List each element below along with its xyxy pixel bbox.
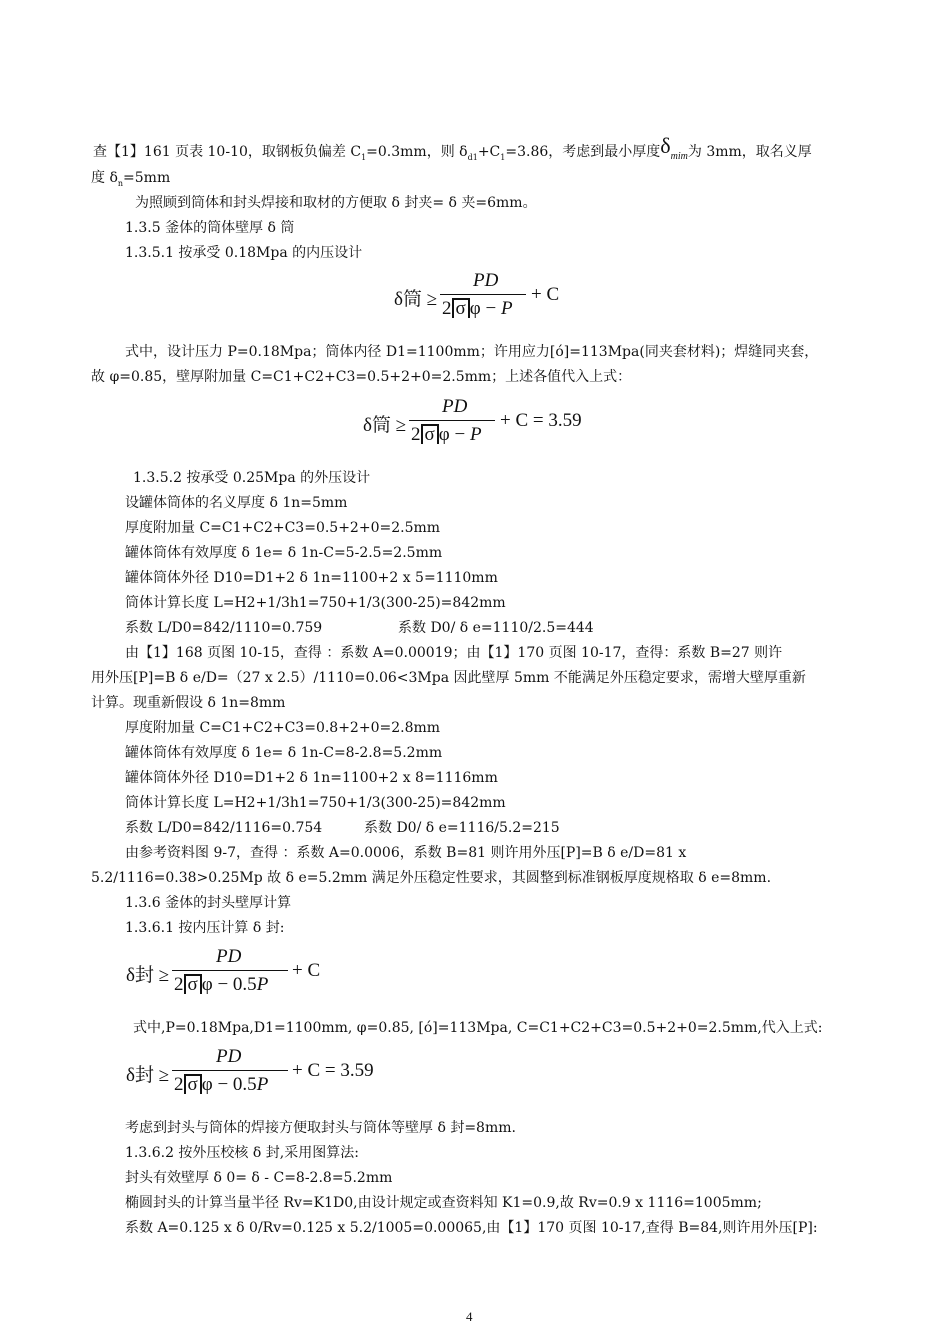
equation-numerator: PD <box>473 270 499 291</box>
subscript-n: n <box>117 179 124 188</box>
subscript-mim: mim <box>670 151 688 162</box>
text-line-27: 式中,P=0.18Mpa,D1=1100mm, φ=0.85, [ó]=113Mpa, C=C1+C2+C3=0.5+2+0=2.5mm,代入上式: <box>133 1020 823 1036</box>
text-line-32: 系数 A=0.125 x δ 0/Rv=0.125 x 5.2/1005=0.00065,由【1】170 页图 10-17,查得 B=84,则许用外压[P]: <box>125 1220 818 1236</box>
line-1-part-b: =0.3mm，则 δ <box>366 144 468 160</box>
subscript-1: 1 <box>361 153 367 162</box>
equation-denominator <box>411 424 482 446</box>
equation-denominator <box>174 1074 268 1096</box>
den-variable: P <box>469 424 482 445</box>
line-1-part-c: +C <box>477 144 501 160</box>
section-heading-1-3-5-1: 1.3.5.1 按承受 0.18Mpa 的内压设计 <box>125 245 363 261</box>
den-coefficient: 2 <box>174 1074 184 1095</box>
text-line-20: 罐体筒体外径 D10=D1+2 δ 1n=1100+2 x 8=1116mm <box>125 770 498 786</box>
sigma-bracket: σ <box>184 1074 202 1094</box>
line-1-part-a: 查【1】161 页表 10-10，取钢板负偏差 C <box>93 144 362 160</box>
sigma-bracket: σ <box>421 424 439 444</box>
line-1-part-d: =3.86，考虑到最小厚度 <box>505 144 661 160</box>
section-heading-1-3-6-2: 1.3.6.2 按外压校核 δ 封,采用图算法: <box>125 1145 359 1161</box>
text-line-14b: 系数 D0/ δ e=1110/2.5=444 <box>398 620 594 636</box>
text-line-15: 由【1】168 页图 10-15，查得 ：系数 A=0.00019；由【1】170 页图 10-17，查得：系数 B=27 则许 <box>125 645 783 661</box>
text-line-13: 筒体计算长度 L=H2+1/3h1=750+1/3(300-25)=842mm <box>125 595 506 611</box>
text-line-22b: 系数 D0/ δ e=1116/5.2=215 <box>364 820 560 836</box>
equation-denominator <box>174 974 268 996</box>
den-terms: φ − <box>469 298 501 319</box>
equation-denominator <box>442 298 513 320</box>
text-line-18: 厚度附加量 C=C1+C2+C3=0.8+2+0=2.8mm <box>125 720 441 736</box>
equation-lhs: δ筒 ≥ <box>363 415 407 436</box>
text-line-16: 用外压[P]=B δ e/D=（27 x 2.5）/1110=0.06<3Mpa 因此壁厚 5mm 不能满足外压稳定要求，需增大壁厚重新 <box>91 670 806 686</box>
equation-lhs: δ封 ≥ <box>126 1065 170 1086</box>
equation-numerator: PD <box>216 946 242 967</box>
den-variable: P <box>256 1074 269 1095</box>
den-terms: φ − 0.5 <box>201 1074 257 1095</box>
equation-head-inner-result <box>126 1046 386 1102</box>
fraction-bar <box>409 420 495 421</box>
den-variable: P <box>256 974 269 995</box>
equation-rhs: + C <box>531 284 560 305</box>
text-line-7: 故 φ=0.85，壁厚附加量 C=C1+C2+C3=0.5+2+0=2.5mm；上述各值代入上式： <box>91 369 632 385</box>
den-terms: φ − 0.5 <box>201 974 257 995</box>
sigma-bracket: σ <box>184 974 202 994</box>
text-line-28: 考虑到封头与筒体的焊接方便取封头与筒体等壁厚 δ 封=8mm. <box>125 1120 516 1136</box>
text-line-6: 式中，设计压力 P=0.18Mpa；筒体内径 D1=1100mm；许用应力[ó]=113Mpa(同夹套材料)；焊缝同夹套， <box>125 344 819 360</box>
text-line-14a: 系数 L/D0=842/1110=0.759 <box>125 620 323 636</box>
equation-lhs: δ封 ≥ <box>126 965 170 986</box>
den-coefficient: 2 <box>442 298 452 319</box>
text-line-9: 设罐体筒体的名义厚度 δ 1n=5mm <box>125 495 348 511</box>
subscript-d1: d1 <box>467 153 478 162</box>
text-line-2 <box>91 170 170 192</box>
page-number: 4 <box>466 1309 473 1324</box>
subscript-1b: 1 <box>500 153 506 162</box>
equation-rhs: + C <box>292 960 321 981</box>
section-heading-1-3-5-2: 1.3.5.2 按承受 0.25Mpa 的外压设计 <box>133 470 371 486</box>
equation-inner-pressure <box>394 270 574 326</box>
section-heading-1-3-5: 1.3.5 釜体的筒体壁厚 δ 筒 <box>125 220 295 236</box>
text-line-11: 罐体筒体有效厚度 δ 1e= δ 1n-C=5-2.5=2.5mm <box>125 545 443 561</box>
fraction-bar <box>172 970 288 971</box>
text-line-12: 罐体筒体外径 D10=D1+2 δ 1n=1100+2 x 5=1110mm <box>125 570 498 586</box>
delta-symbol: δ <box>660 133 671 158</box>
text-line-1 <box>93 133 812 166</box>
equation-lhs: δ筒 ≥ <box>394 289 438 310</box>
equation-inner-pressure-result <box>363 396 603 452</box>
text-line-23: 由参考资料图 9-7，查得 ：系数 A=0.0006，系数 B=81 则许用外压[P]=B δ e/D=81 x <box>125 845 687 861</box>
equation-numerator: PD <box>216 1046 242 1067</box>
fraction-bar <box>440 294 526 295</box>
line-2-part-a: 度 δ <box>91 170 118 186</box>
text-line-21: 筒体计算长度 L=H2+1/3h1=750+1/3(300-25)=842mm <box>125 795 506 811</box>
den-coefficient: 2 <box>174 974 184 995</box>
equation-rhs: + C = 3.59 <box>292 1060 374 1081</box>
text-line-30: 封头有效壁厚 δ 0= δ - C=8-2.8=5.2mm <box>125 1170 393 1186</box>
equation-numerator: PD <box>442 396 468 417</box>
fraction-bar <box>172 1070 288 1071</box>
text-line-31: 椭圆封头的计算当量半径 Rv=K1D0,由设计规定或查资料知 K1=0.9,故 Rv=0.9 x 1116=1005mm; <box>125 1195 762 1211</box>
text-line-19: 罐体筒体有效厚度 δ 1e= δ 1n-C=8-2.8=5.2mm <box>125 745 443 761</box>
den-coefficient: 2 <box>411 424 421 445</box>
text-line-22a: 系数 L/D0=842/1116=0.754 <box>125 820 323 836</box>
den-variable: P <box>500 298 513 319</box>
equation-head-inner <box>126 946 326 1002</box>
line-1-part-g: 为 3mm，取名义厚 <box>687 144 812 160</box>
section-heading-1-3-6: 1.3.6 釜体的封头壁厚计算 <box>125 895 292 911</box>
text-line-3: 为照顾到筒体和封头焊接和取材的方便取 δ 封夹= δ 夹=6mm。 <box>135 195 537 211</box>
equation-rhs: + C = 3.59 <box>500 410 582 431</box>
text-line-24: 5.2/1116=0.38>0.25Mp 故 δ e=5.2mm 满足外压稳定性要求，其圆整到标准钢板厚度规格取 δ e=8mm. <box>91 870 772 886</box>
section-heading-1-3-6-1: 1.3.6.1 按内压计算 δ 封: <box>125 920 285 936</box>
line-2-part-b: =5mm <box>123 170 171 186</box>
sigma-bracket: σ <box>452 298 470 318</box>
text-line-10: 厚度附加量 C=C1+C2+C3=0.5+2+0=2.5mm <box>125 520 441 536</box>
den-terms: φ − <box>438 424 470 445</box>
text-line-17: 计算。现重新假设 δ 1n=8mm <box>91 695 286 711</box>
